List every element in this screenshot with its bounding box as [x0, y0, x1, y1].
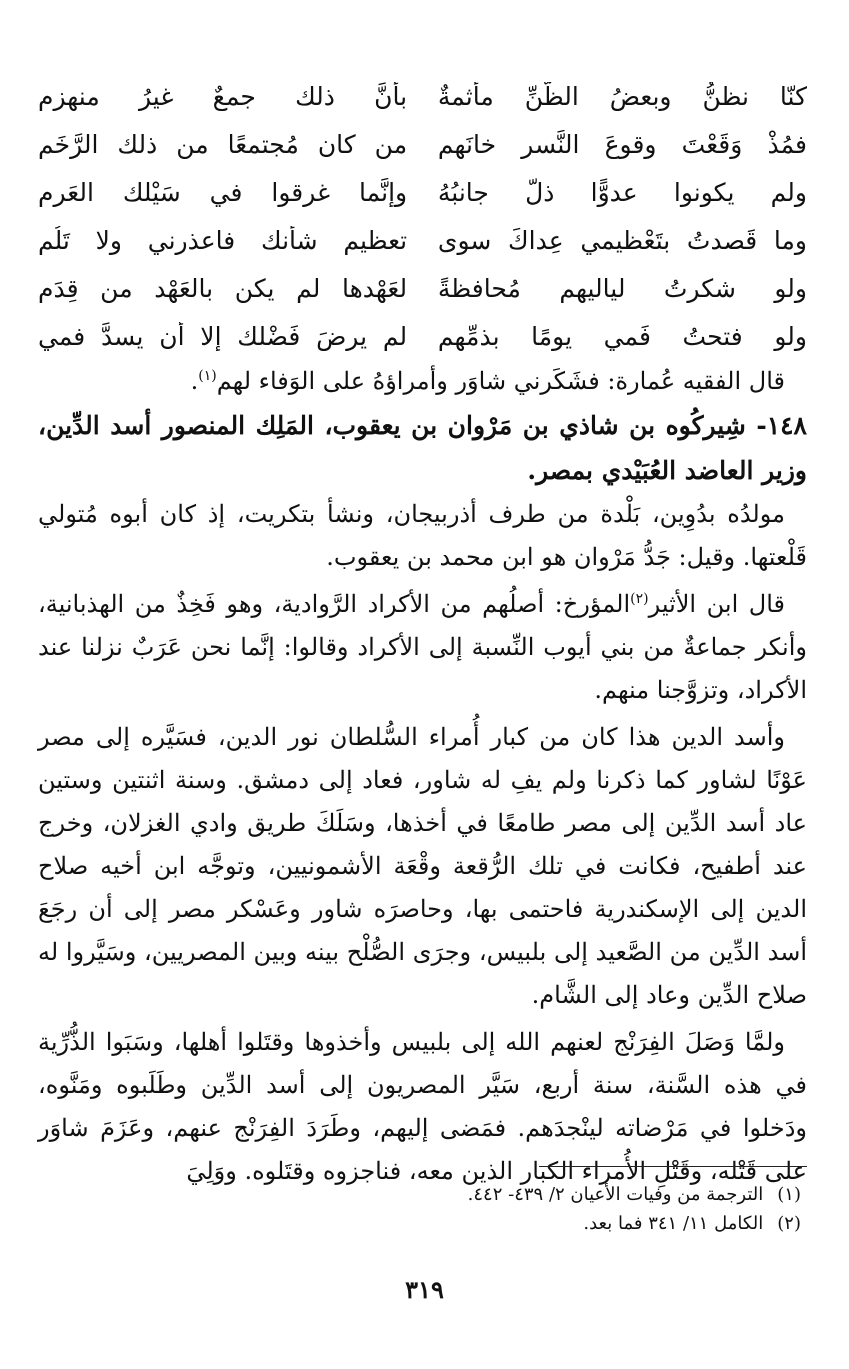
footnotes [40, 1180, 801, 1238]
verse-second-hemistich: تعظيم شأنك فاعذرني ولا تَلُم [38, 225, 408, 255]
verse-second-hemistich: وإنَّما غرقوا في سَيْلك العَرِم [38, 177, 408, 207]
footnote-marker: (٢) [777, 1213, 801, 1234]
verse-line [38, 312, 807, 360]
footnote-marker: (١) [777, 1184, 801, 1205]
footnote-ref: (٢) [630, 591, 649, 607]
page-number: ٣١٩ [405, 1275, 444, 1304]
verse-line [38, 168, 807, 216]
verse-line [38, 216, 807, 264]
verse-first-hemistich: كنّا نظنُّ وبعضُ الظَّنِّ مأثمةٌ [437, 81, 807, 111]
poem [38, 72, 807, 360]
entry-heading: ١٤٨- شِيركُوه بن شاذي بن مَرْوان بن يعقوب، المَلِك المنصور أسد الدِّين، وزير العاضد العُبَيْدي بمصر. [38, 411, 807, 485]
paragraph: مولدُه بدُوِين، بَلْدة من طرف أذربيجان، ونشأ بتكريت، إذ كان أبوه مُتولي قَلْعتها. وقيل: جَدُّ مَرْوان هو ابن محمد بن يعقوب. [38, 500, 807, 571]
attribution-line: قال الفقيه عُمارة: فشَكَرني شاوَر وأمراؤهُ على الوَفاء لهم$^{(١)}$. [190, 367, 785, 395]
paragraph: وأسد الدين هذا كان من كبار أُمراء السُّلطان نور الدين، فسَيَّره إلى مصر عَوْنًا لشاور كما ذكرنا ولم يفِ له شاور، فعاد إلى دمشق. وسنة اثنتين وستين عاد أسد الدِّين إلى مصر طامعًا في أخذها، وسَلَكَ طريق وادي الغزلان، وخرج عند أطفيح، فكانت في تلك الرُّقعة وقْعَة الأشمونيين، وتوجَّه ابن أخيه صلاح الدين إلى الإسكندرية فاحتمى بها، وحاصرَه شاور وعَسْكر مصر إلى أن رجَعَ أسد الدِّين من الصَّعيد إلى بلبيس، وجرَى الصُّلْح بينه وبين المصريين، وسَيَّروا له صلاح الدِّين وعاد إلى الشَّام. [38, 723, 808, 1009]
verse-first-hemistich: ولو شكرتُ لياليهم مُحافظةً [437, 273, 807, 303]
verse-first-hemistich: وما قَصدتُ بتَعْظيمي عِداكَ سوى [437, 225, 807, 255]
footnote-text: الكامل ١١/ ٣٤١ فما بعد. [583, 1213, 764, 1234]
verse-line [38, 72, 807, 120]
attribution-text: قال الفقيه عُمارة: فشَكَرني شاوَر وأمراؤهُ على الوَفاء لهم [216, 367, 785, 395]
verse-second-hemistich: من كان مُجتمعًا من ذلك الرَّخَم [38, 129, 408, 159]
footnote [40, 1180, 801, 1209]
verse-line [38, 120, 807, 168]
paragraph [38, 583, 807, 712]
footnote-text: الترجمة من وفيات الأعيان ٢/ ٤٣٩- ٤٤٢. [467, 1184, 764, 1205]
verse-second-hemistich: بأنَّ ذلك جمعٌ غيرُ منهزمِ [38, 81, 408, 111]
footnote-separator [539, 1166, 807, 1167]
verse-second-hemistich: لعَهْدها لم يكن بالعَهْد من قِدَم [38, 273, 408, 303]
verse-first-hemistich: ولم يكونوا عدوًّا ذلَّ جانبُهُ [437, 177, 807, 207]
verse-first-hemistich: فمُذْ وَقَعْتَ وقوعَ النَّسر خانَهم [437, 129, 807, 159]
paragraph-text: المؤرخ: أصلُهم من الأكراد الرَّوادية، وهو فَخِذٌ من الهذبانية، وأنكر جماعةٌ من بني أيوب النِّسبة إلى الأكراد وقالوا: إنَّما نحن عَرَبٌ نزلنا عند الأكراد، وتزوَّجنا منهم. [38, 590, 807, 704]
paragraph-text: قال ابن الأثير [648, 590, 785, 618]
verse-second-hemistich: لم يرضَ فَضْلك إلا أن يسدَّ فمي [38, 321, 408, 351]
verse-line [38, 264, 807, 312]
paragraph: ولمَّا وَصَلَ الفِرَنْج لعنهم الله إلى بلبيس وأخذوها وقتَلوا أهلها، وسَبَوا الذُّرِّية في هذه السَّنة، سنة أربع، سَيَّر المصريون إلى أسد الدِّين وطَلَبوه ومَنَّوه، ودَخلوا في مَرْضاته لينْجدَهم. فمَضى إليهم، وطَرَدَ الفِرَنْج عنهم، وعَزَمَ شاوَر على قَتْله، وقَتْلِ الأُمراء الكبار الذين معه، فناجزوه وقتَلوه. ووَلِيَ [38, 1028, 807, 1185]
verse-first-hemistich: ولو فتحتُ فَمي يومًا بذمِّهم [437, 321, 807, 351]
footnote [40, 1209, 801, 1238]
footnote-ref: (١) [198, 368, 217, 384]
